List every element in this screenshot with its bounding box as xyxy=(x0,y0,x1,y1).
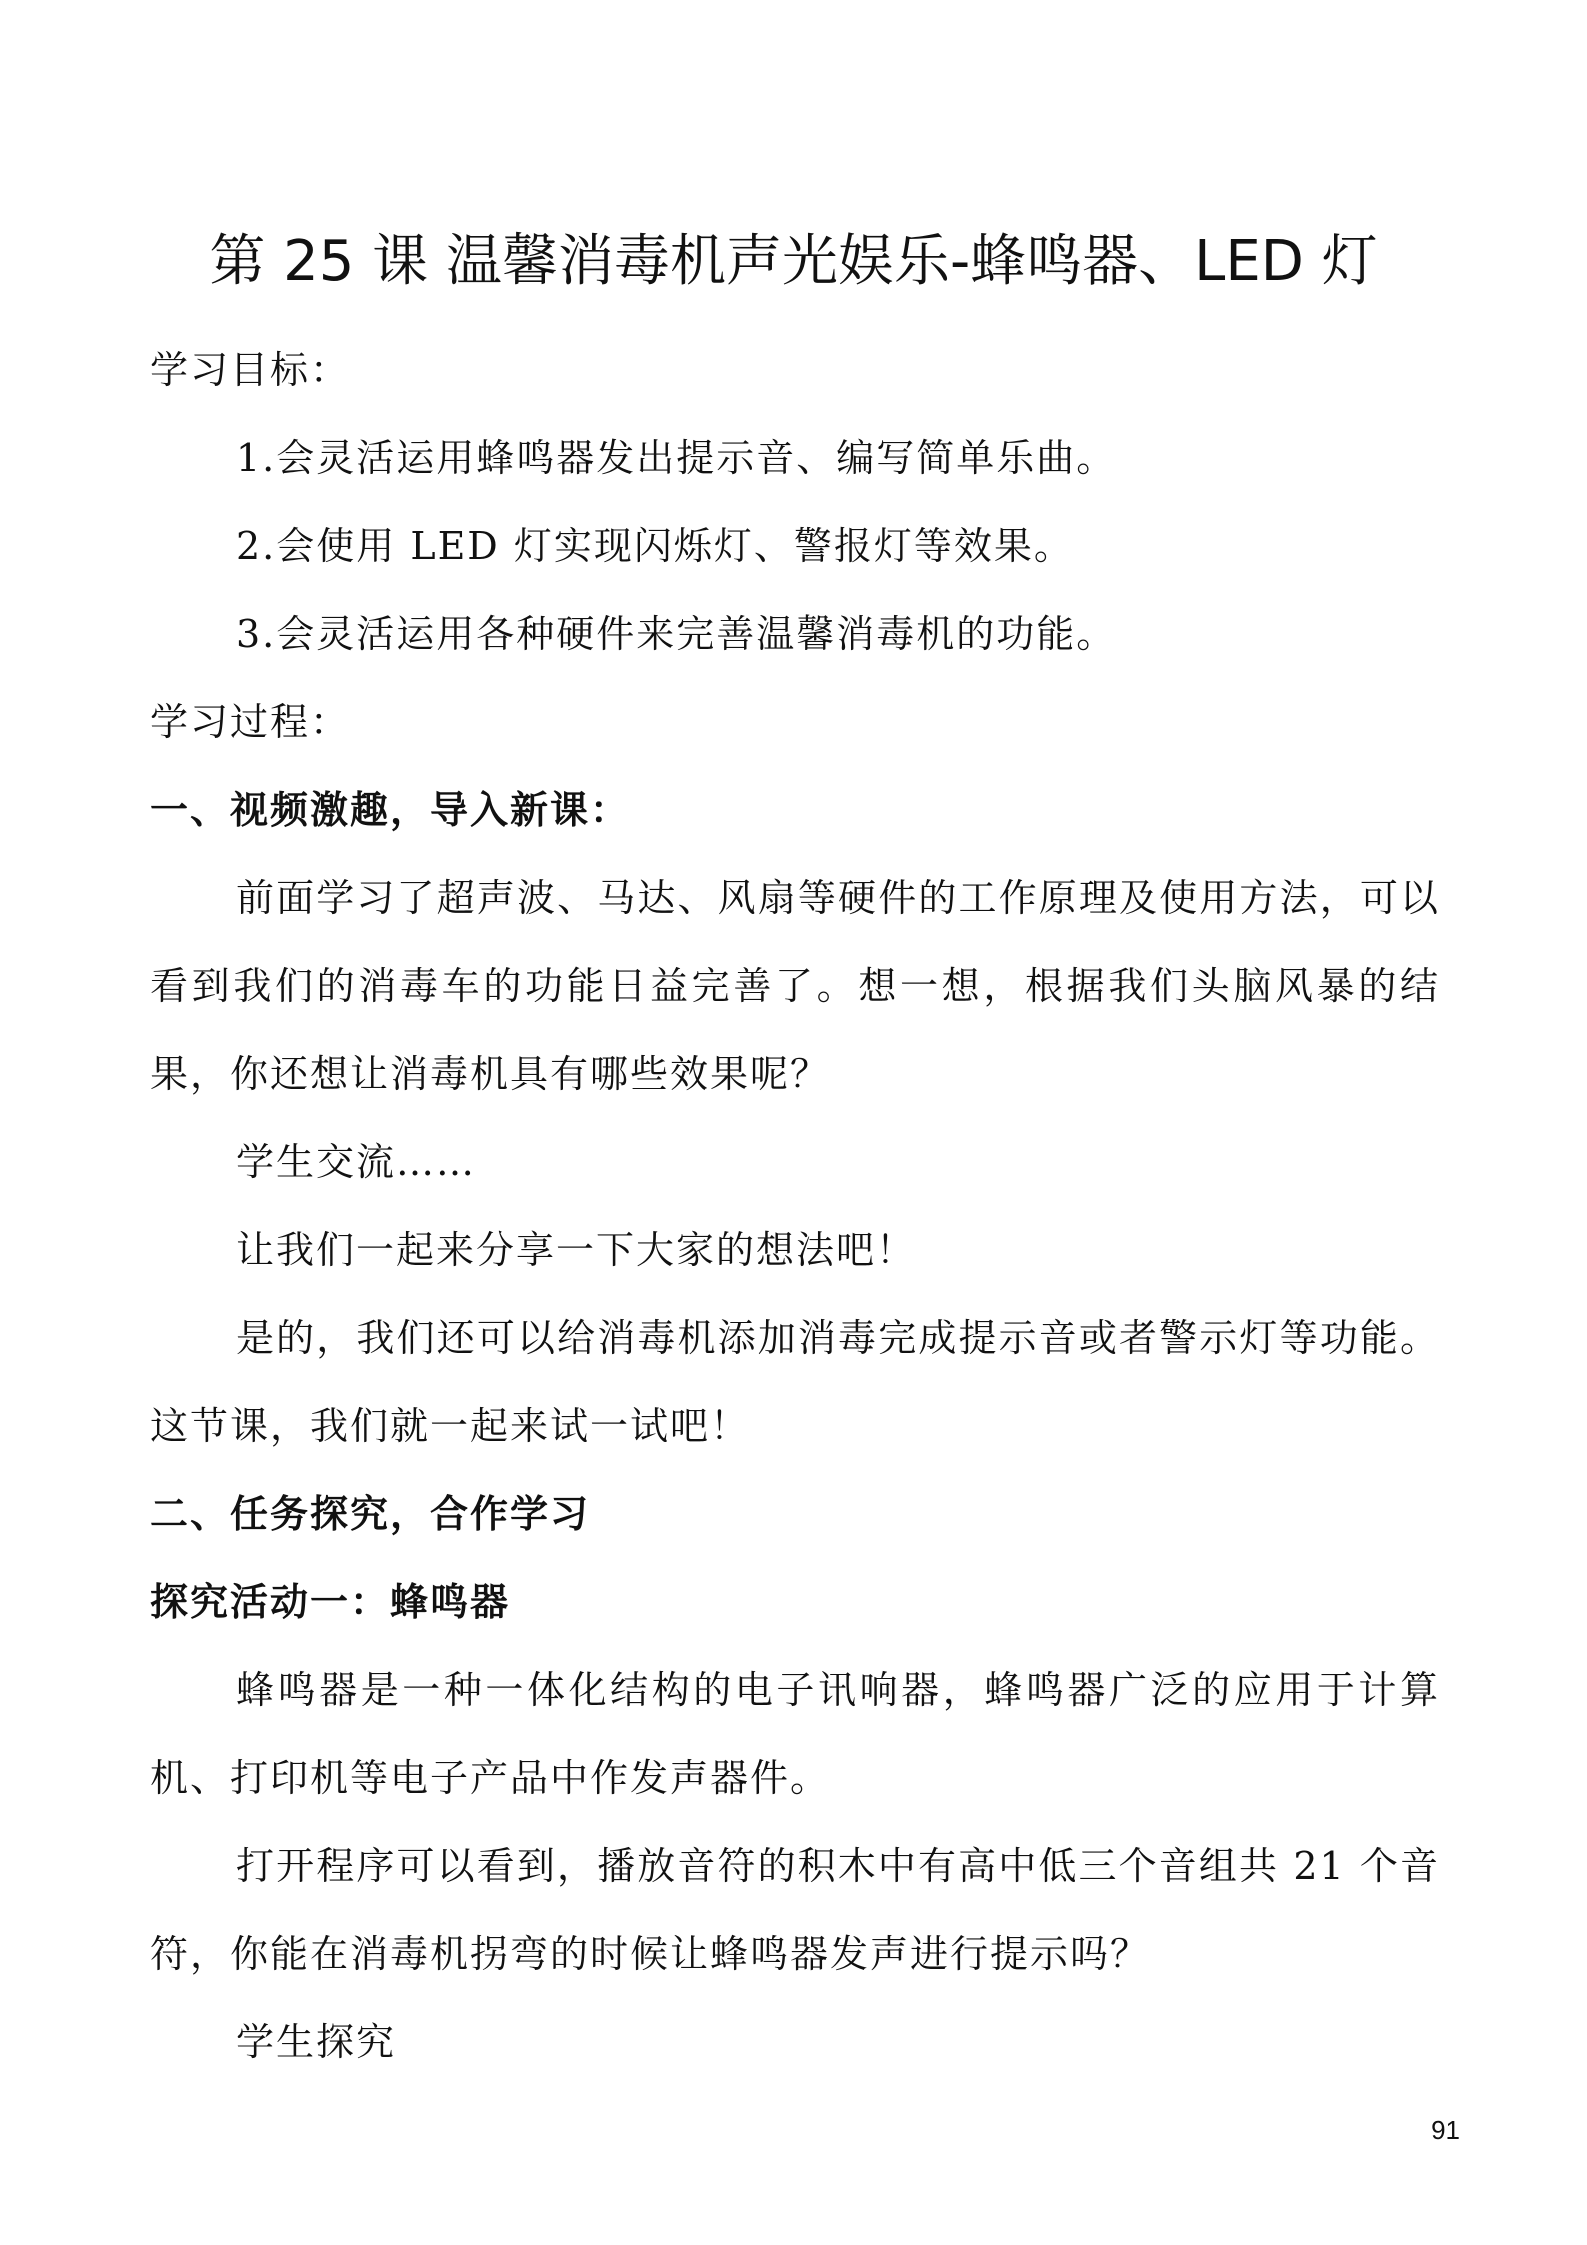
activity-1-paragraph-2: 打开程序可以看到，播放音符的积木中有高中低三个音组共 21 个音符，你能在消毒机拐弯的时候让蜂鸣器发声进行提示吗？ xyxy=(150,1844,1440,1976)
section-2-heading: 二、任务探究，合作学习 xyxy=(150,1492,591,1536)
page-number: 91 xyxy=(1431,2115,1460,2145)
objectives-heading: 学习目标： xyxy=(150,348,351,392)
activity-1-paragraph-1: 蜂鸣器是一种一体化结构的电子讯响器，蜂鸣器广泛的应用于计算机、打印机等电子产品中作发声器件。 xyxy=(150,1668,1440,1800)
lesson-title: 第 25 课 温馨消毒机声光娱乐-蜂鸣器、LED 灯 xyxy=(209,229,1378,294)
section-1-paragraph-3: 让我们一起来分享一下大家的想法吧！ xyxy=(236,1228,917,1272)
process-heading: 学习过程： xyxy=(150,700,351,744)
activity-1-paragraph-3: 学生探究 xyxy=(236,2020,397,2064)
section-1-paragraph-1: 前面学习了超声波、马达、风扇等硬件的工作原理及使用方法，可以看到我们的消毒车的功能日益完善了。想一想，根据我们头脑风暴的结果，你还想让消毒机具有哪些效果呢？ xyxy=(150,876,1440,1096)
objective-item-3: 3.会灵活运用各种硬件来完善温馨消毒机的功能。 xyxy=(236,612,1117,656)
section-1-heading: 一、视频激趣，导入新课： xyxy=(150,788,631,832)
activity-1-heading: 探究活动一：蜂鸣器 xyxy=(150,1580,511,1624)
section-1-paragraph-4: 是的，我们还可以给消毒机添加消毒完成提示音或者警示灯等功能。这节课，我们就一起来试一试吧！ xyxy=(150,1316,1440,1448)
section-1-paragraph-2: 学生交流…… xyxy=(236,1140,477,1184)
objective-item-1: 1.会灵活运用蜂鸣器发出提示音、编写简单乐曲。 xyxy=(236,436,1117,480)
objective-item-2: 2.会使用 LED 灯实现闪烁灯、警报灯等效果。 xyxy=(236,524,1074,568)
